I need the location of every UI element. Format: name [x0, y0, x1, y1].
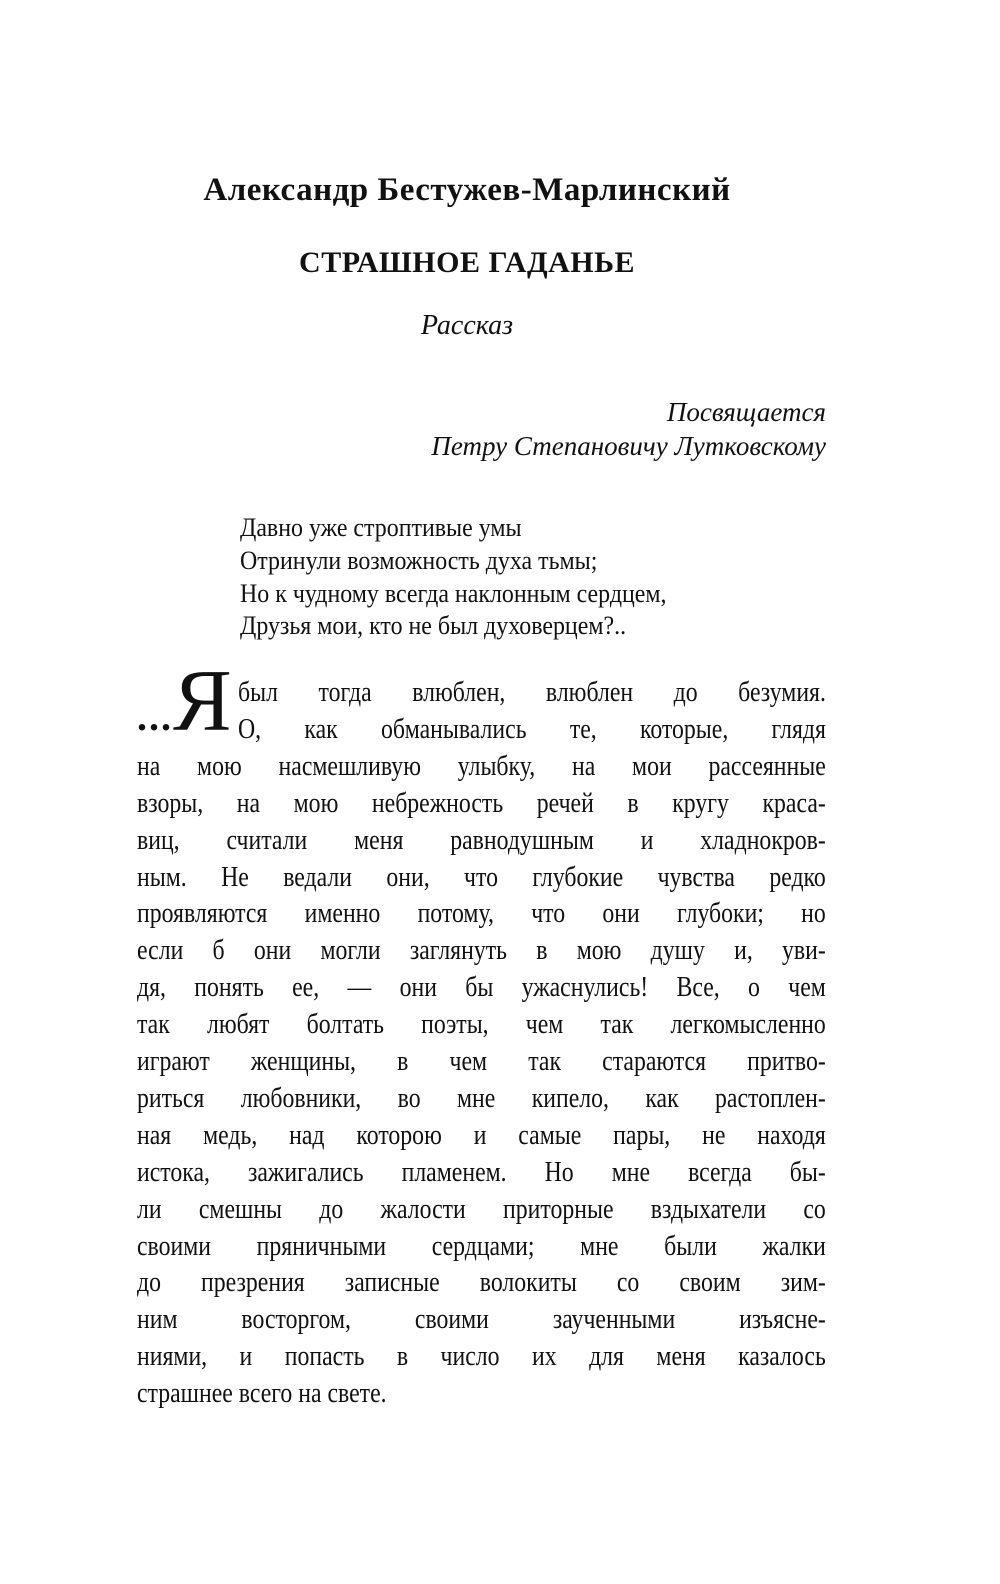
body-line	[137, 895, 826, 931]
body-line-text: на мою насмешливую улыбку, на мои рассеянные	[137, 749, 826, 782]
body-line-text: был тогда влюблен, влюблен до безумия.	[238, 676, 826, 708]
body-line-text: риться любовники, во мне кипело, как растоплен-	[137, 1081, 826, 1114]
dedication-line: Посвящается	[666, 397, 826, 427]
body-line-text: ным. Не ведали они, что глубокие чувства редко	[137, 860, 826, 893]
body-line-text: проявляются именно потому, что они глубоки; но	[137, 897, 826, 930]
body-line-text: играют женщины, в чем так стараются притво-	[137, 1045, 826, 1077]
body-line-text: дя, понять ее, — они бы ужаснулись! Все, о чем	[137, 971, 826, 1004]
epigraph-line: Отринули возможность духа тьмы;	[240, 546, 598, 575]
body-line-text: до презрения записные волокиты со своим зим-	[137, 1266, 826, 1299]
epigraph-line: Давно уже строптивые умы	[240, 513, 522, 542]
body-line	[137, 1375, 826, 1411]
body-line	[137, 1228, 826, 1264]
body-line-text: если б они могли заглянуть в мою душу и, уви-	[137, 934, 826, 967]
story-title: СТРАШНОЕ ГАДАНЬЕ	[299, 246, 635, 279]
body-line-text: истока, зажигались пламенем. Но мне всегда бы-	[137, 1155, 826, 1188]
body-line	[137, 859, 826, 895]
body-line	[137, 1264, 826, 1300]
body-line	[137, 748, 826, 784]
drop-cap	[137, 653, 232, 757]
body-line	[137, 1154, 826, 1190]
body-line	[137, 1117, 826, 1153]
body-line-text: О, как обманывались те, которые, глядя	[238, 712, 826, 745]
body-line	[137, 1191, 826, 1227]
body-line	[137, 1338, 826, 1374]
body-line	[238, 711, 826, 747]
body-line	[137, 1301, 826, 1337]
body-line	[137, 932, 826, 968]
body-line	[137, 969, 826, 1005]
story-genre: Рассказ	[420, 310, 514, 341]
body-line-text: ним восторгом, своими заученными изъясне-	[137, 1303, 826, 1336]
epigraph-line: Друзья мои, кто не был духоверцем?..	[240, 611, 627, 640]
body-line-text: страшнее всего на свете.	[137, 1377, 387, 1410]
drop-cap-letter: Я	[173, 653, 232, 750]
body-line	[137, 1080, 826, 1116]
drop-cap-dots: ...	[137, 694, 173, 739]
body-line-text: так любят болтать поэты, чем так легкомысленно	[137, 1008, 826, 1041]
body-line	[137, 1043, 826, 1079]
body-line	[137, 822, 826, 858]
body-line-text: ная медь, над которою и самые пары, не находя	[137, 1118, 826, 1151]
body-line-text: ли смешны до жалости приторные вздыхатели со	[137, 1192, 826, 1225]
body-line-text: взоры, на мою небрежность речей в кругу краса-	[137, 786, 826, 819]
dedication-name: Петру Степановичу Лутковскому	[431, 431, 826, 461]
body-line	[137, 785, 826, 821]
epigraph-line: Но к чудному всегда наклонным сердцем,	[240, 579, 667, 608]
author-name: Александр Бестужев-Марлинский	[203, 172, 731, 208]
body-line	[137, 1006, 826, 1042]
body-line-text: виц, считали меня равнодушным и хладнокров-	[137, 823, 826, 856]
body-line-text: своими пряничными сердцами; мне были жалки	[137, 1229, 826, 1262]
body-line-text: ниями, и попасть в число их для меня казалось	[137, 1340, 826, 1373]
body-line	[238, 674, 826, 710]
